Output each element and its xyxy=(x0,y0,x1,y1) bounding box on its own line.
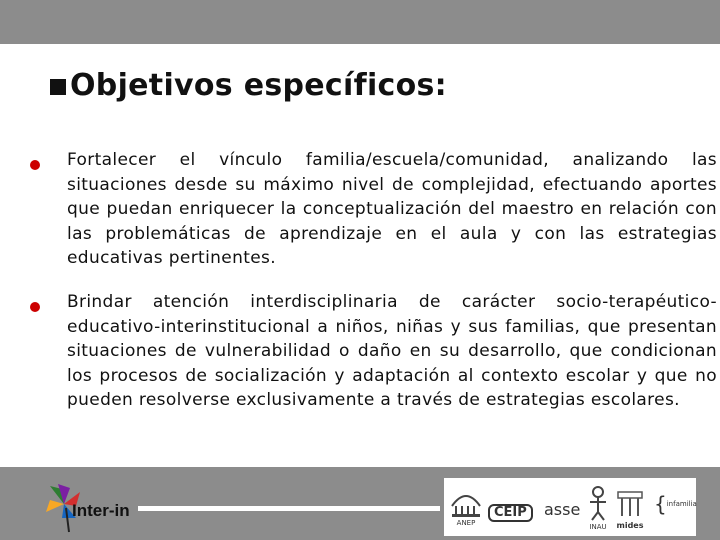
footer-divider-line xyxy=(138,506,440,511)
title-row xyxy=(50,68,447,103)
bullet-item-1 xyxy=(30,148,717,271)
red-dot-bullet-icon xyxy=(30,160,40,170)
anep-label: ANEP xyxy=(456,519,476,526)
infamilia-logo xyxy=(654,492,697,516)
infamilia-label: infamilia xyxy=(666,500,697,508)
slide-title: Objetivos específicos: xyxy=(70,68,447,103)
bullet-text-2: Brindar atención interdisciplinaria de carácter socio-terapéutico-educativo-interinstitucional a niños, niñas y sus familias, que presentan situaciones de vulnerabilidad o daño en su desarrollo, que condicionan los procesos de socialización y adaptación al contexto escolar y que no pueden resolverse exclusivamente a través de estrategias escolares. xyxy=(67,292,717,410)
top-band xyxy=(0,0,720,44)
mides-logo xyxy=(612,488,648,532)
anep-logo xyxy=(448,484,484,526)
inter-in-logo xyxy=(36,478,136,534)
red-dot-bullet-icon xyxy=(30,302,40,312)
brace-icon: { xyxy=(654,492,667,516)
partner-logos xyxy=(444,478,696,536)
ceip-logo: CEIP xyxy=(488,504,533,522)
mides-label: mides xyxy=(616,521,644,530)
inter-in-logo-text: Inter-in xyxy=(72,501,130,520)
asse-logo: asse xyxy=(544,500,581,519)
bullet-text-1: Fortalecer el vínculo familia/escuela/comunidad, analizando las situaciones desde su máximo nivel de complejidad, efectuando aportes que puedan enriquecer la conceptualización del maestro en relación con las problemáticas de aprendizaje en el aula y con las estrategias educativas pertinentes. xyxy=(67,150,717,268)
inau-logo xyxy=(584,484,612,530)
inau-label: INAU xyxy=(589,523,607,530)
bullet-item-2 xyxy=(30,290,717,413)
square-bullet-icon xyxy=(50,79,66,95)
